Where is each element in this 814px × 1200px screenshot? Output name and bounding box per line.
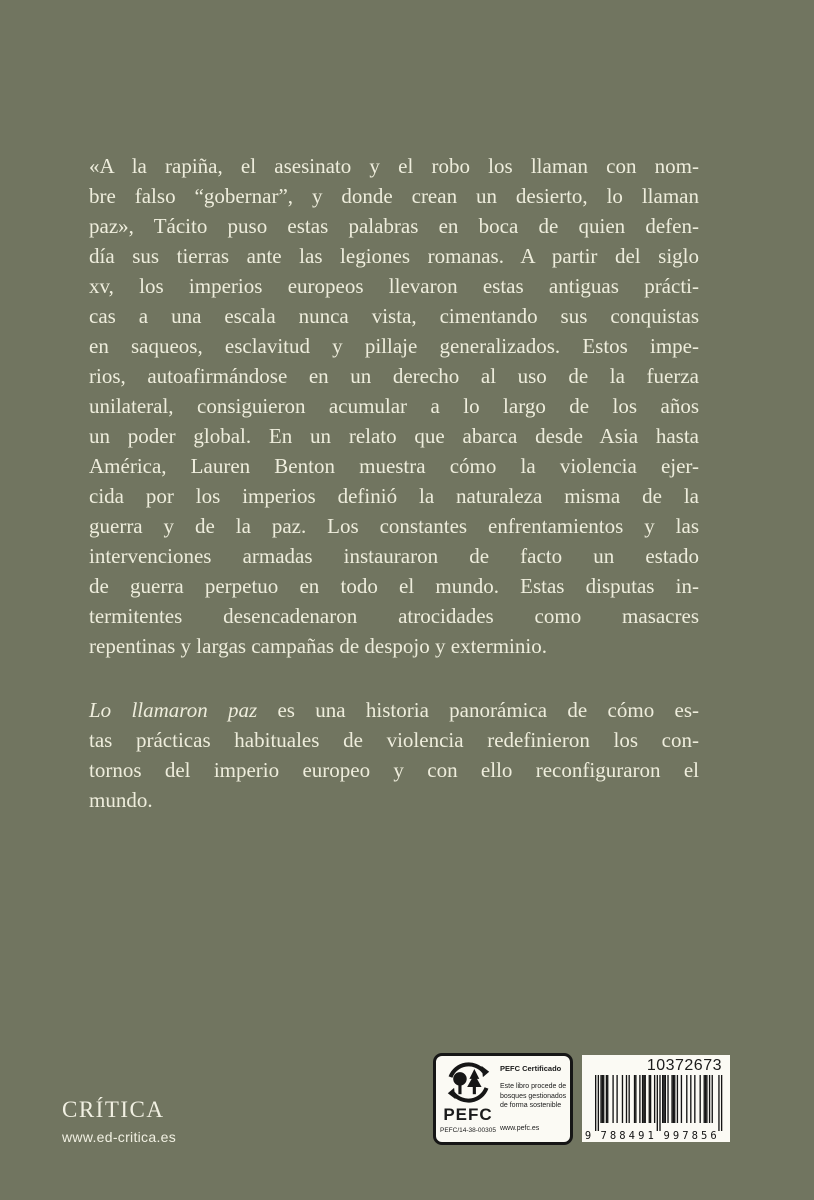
text-line: mundo. <box>89 788 153 812</box>
svg-text:9: 9 <box>672 1130 680 1142</box>
text-line: Lo llamaron paz es una historia panorámica de cómo es- <box>89 698 699 722</box>
text-line: xv, los imperios europeos llevaron estas antiguas prácti- <box>89 274 699 298</box>
publisher-website: www.ed-critica.es <box>62 1129 177 1145</box>
text-line: día sus tierras ante las legiones romanas. A partir del siglo <box>89 244 699 268</box>
pefc-logo-icon <box>446 1060 491 1105</box>
svg-text:9: 9 <box>638 1130 645 1142</box>
text-line: un poder global. En un relato que abarca desde Asia hasta <box>89 424 699 448</box>
text-line: tas prácticas habituales de violencia redefinieron los con- <box>89 728 699 752</box>
text-line: repentinas y largas campañas de despojo y exterminio. <box>89 634 547 658</box>
text-line: cas a una escala nunca vista, cimentando sus conquistas <box>89 304 699 328</box>
paragraph <box>89 151 699 661</box>
pefc-license-number: PEFC/14-38-00305 <box>439 1127 496 1134</box>
publisher-block <box>62 1097 176 1145</box>
text-line: bre falso “gobernar”, y donde crean un desierto, lo llaman <box>89 184 699 208</box>
svg-text:6: 6 <box>710 1130 717 1142</box>
text-line: cida por los imperios definió la naturaleza misma de la <box>89 484 699 508</box>
pefc-title: PEFC Certificado <box>500 1064 562 1073</box>
text-line: unilateral, consiguieron acumular a lo largo de los años <box>89 394 699 418</box>
svg-text:8: 8 <box>691 1130 698 1142</box>
synopsis-text <box>89 151 699 815</box>
text-line: tornos del imperio europeo y con ello reconfiguraron el <box>89 758 699 782</box>
text-line: de guerra perpetuo en todo el mundo. Estas disputas in- <box>89 574 699 598</box>
text-line: termitentes desencadenaron atrocidades como masacres <box>89 604 699 628</box>
pefc-description: Este libro procede de bosques gestionados de forma sostenible <box>500 1083 567 1109</box>
pefc-certification-label <box>433 1053 573 1145</box>
pefc-wordmark: PEFC <box>443 1105 493 1124</box>
svg-text:4: 4 <box>628 1130 636 1142</box>
svg-text:9: 9 <box>584 1130 592 1142</box>
svg-text:1: 1 <box>647 1130 654 1142</box>
text-line: en saqueos, esclavitud y pillaje generalizados. Estos impe- <box>89 334 699 358</box>
svg-text:8: 8 <box>609 1130 617 1142</box>
pefc-left-column <box>436 1056 500 1142</box>
ean13-barcode <box>582 1075 730 1142</box>
svg-text:7: 7 <box>682 1130 689 1142</box>
barcode-top-number: 10372673 <box>646 1057 722 1074</box>
text-line: guerra y de la paz. Los constantes enfrentamientos y las <box>89 514 699 538</box>
text-line: América, Lauren Benton muestra cómo la violencia ejer- <box>89 454 699 478</box>
text-line: paz», Tácito puso estas palabras en boca de quien defen- <box>89 214 699 238</box>
text-line: rios, autoafirmándose en un derecho al uso de la fuerza <box>89 364 699 388</box>
svg-text:7: 7 <box>600 1130 607 1142</box>
pefc-website: www.pefc.es <box>500 1124 540 1132</box>
paragraph <box>89 695 699 815</box>
pefc-right-column <box>500 1056 570 1142</box>
svg-text:8: 8 <box>619 1130 626 1142</box>
publisher-logo: CRÍTICA <box>62 1097 165 1122</box>
text-line: intervenciones armadas instauraron de facto un estado <box>89 544 699 568</box>
barcode-panel <box>582 1055 730 1142</box>
svg-text:9: 9 <box>663 1130 670 1142</box>
svg-text:5: 5 <box>701 1130 708 1142</box>
text-line: «A la rapiña, el asesinato y el robo los llaman con nom- <box>89 154 699 178</box>
